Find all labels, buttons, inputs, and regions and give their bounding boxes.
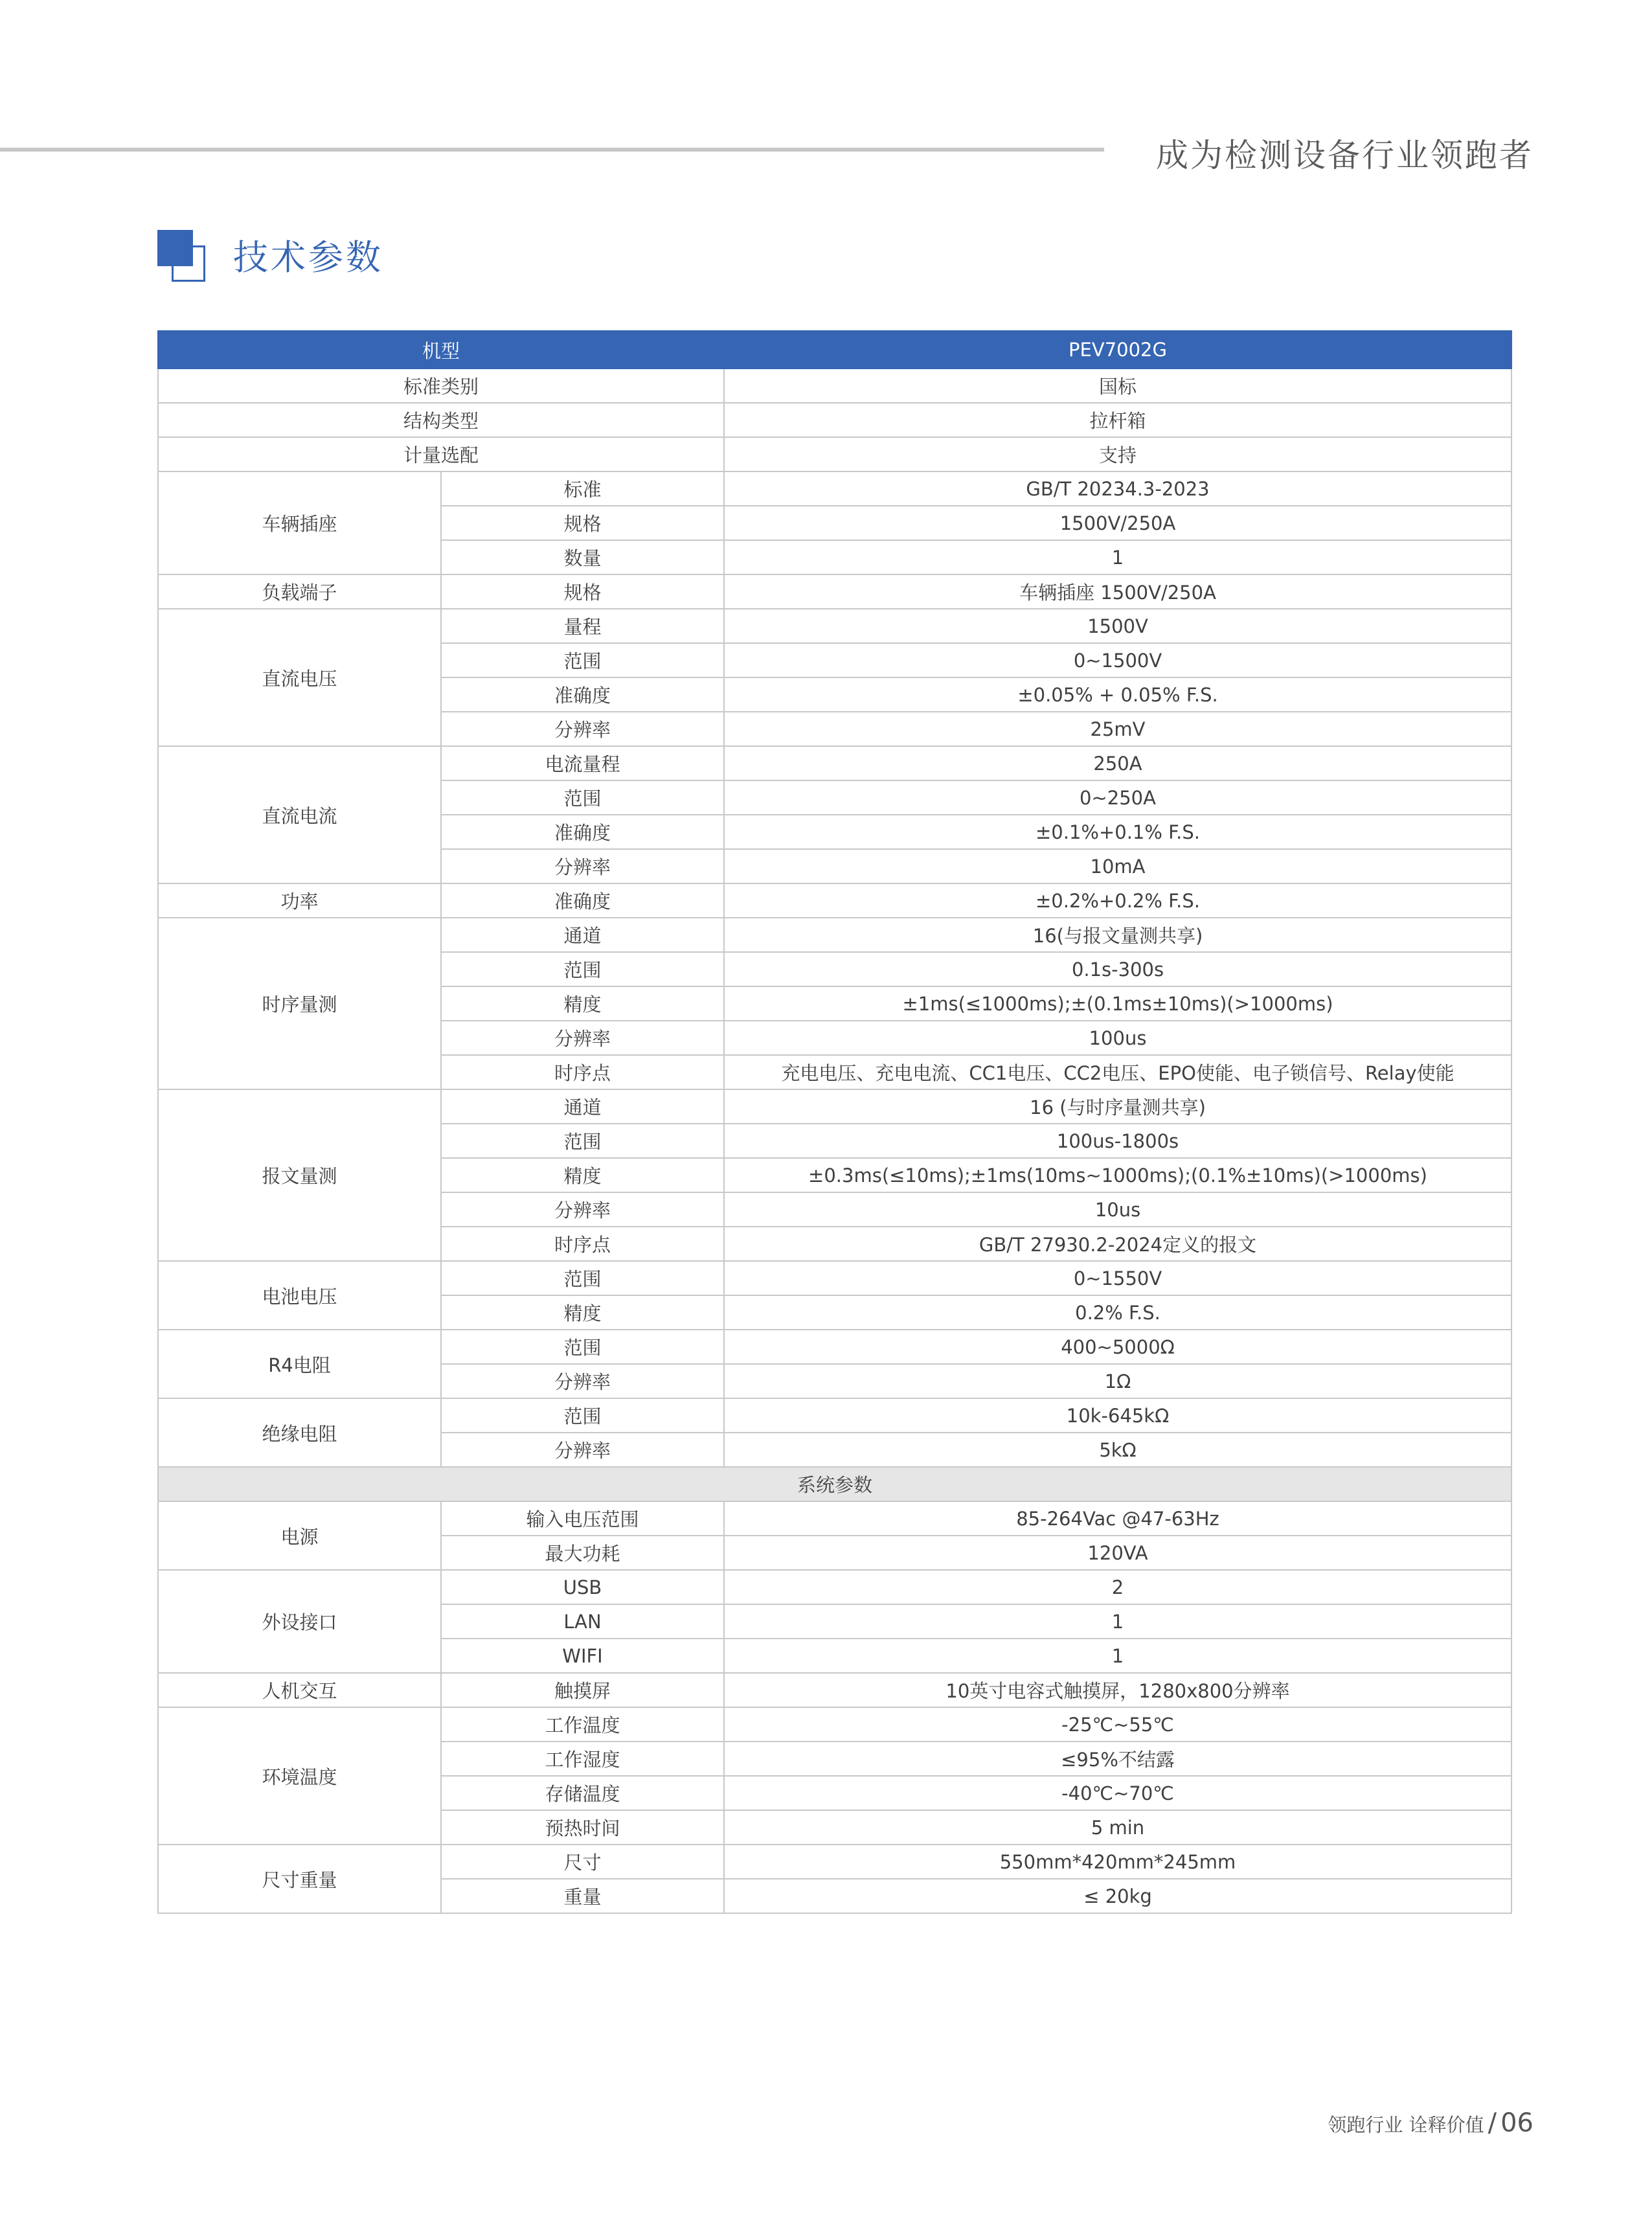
param-label: 精度: [441, 1295, 724, 1330]
group-label: 电池电压: [158, 1261, 441, 1330]
param-label: 工作湿度: [441, 1742, 724, 1776]
row-label: 计量选配: [158, 437, 724, 471]
footer-separator: /: [1488, 2108, 1497, 2138]
table-row: [158, 883, 1511, 918]
param-value: 0.1s-300s: [724, 952, 1511, 986]
table-row: [158, 369, 1511, 403]
param-value: ±0.2%+0.2% F.S.: [724, 883, 1511, 918]
param-value: 2: [724, 1570, 1511, 1604]
param-label: 范围: [441, 1261, 724, 1295]
param-label: USB: [441, 1570, 724, 1604]
param-value: ±0.05% + 0.05% F.S.: [724, 677, 1511, 712]
param-value: 400~5000Ω: [724, 1330, 1511, 1364]
param-label: 范围: [441, 643, 724, 677]
param-value: 250A: [724, 746, 1511, 780]
param-value: 1Ω: [724, 1364, 1511, 1398]
param-label: 精度: [441, 1158, 724, 1192]
page-number: 06: [1500, 2108, 1533, 2138]
param-value: 10us: [724, 1192, 1511, 1227]
param-label: LAN: [441, 1604, 724, 1639]
param-label: 范围: [441, 780, 724, 815]
param-value: 1: [724, 1639, 1511, 1673]
param-label: 通道: [441, 1089, 724, 1124]
param-value: GB/T 27930.2-2024定义的报文: [724, 1227, 1511, 1261]
system-params-header: 系统参数: [158, 1467, 1511, 1501]
section-title: 技术参数: [233, 237, 383, 278]
footer-tagline: 领跑行业 诠释价值: [1328, 2114, 1484, 2136]
param-label: 范围: [441, 1330, 724, 1364]
group-label: 电源: [158, 1501, 441, 1570]
group-label: 直流电流: [158, 746, 441, 883]
group-label: 环境温度: [158, 1707, 441, 1845]
param-label: 范围: [441, 952, 724, 986]
param-label: 精度: [441, 986, 724, 1021]
param-value: GB/T 20234.3-2023: [724, 471, 1511, 506]
param-value: ≤95%不结露: [724, 1742, 1511, 1776]
param-value: 16(与报文量测共享): [724, 918, 1511, 952]
table-row: [158, 1707, 1511, 1742]
param-value: ±0.1%+0.1% F.S.: [724, 815, 1511, 849]
table-row: [158, 609, 1511, 643]
param-value: 85-264Vac @47-63Hz: [724, 1501, 1511, 1536]
group-label: 报文量测: [158, 1089, 441, 1261]
param-value: 充电电压、充电电流、CC1电压、CC2电压、EPO使能、电子锁信号、Relay使能: [724, 1055, 1511, 1089]
param-label: 时序点: [441, 1055, 724, 1089]
param-label: 通道: [441, 918, 724, 952]
table-row: [158, 471, 1511, 506]
param-value: 1500V: [724, 609, 1511, 643]
param-value: ≤ 20kg: [724, 1879, 1511, 1913]
param-value: 100us-1800s: [724, 1124, 1511, 1158]
param-value: 0~250A: [724, 780, 1511, 815]
param-value: 1: [724, 540, 1511, 574]
param-value: 5kΩ: [724, 1433, 1511, 1467]
row-label: 结构类型: [158, 403, 724, 437]
group-label: 时序量测: [158, 918, 441, 1089]
param-value: 车辆插座 1500V/250A: [724, 574, 1511, 609]
param-label: 准确度: [441, 815, 724, 849]
param-label: 输入电压范围: [441, 1501, 724, 1536]
param-label: 量程: [441, 609, 724, 643]
group-label: 负载端子: [158, 574, 441, 609]
param-label: 规格: [441, 574, 724, 609]
group-label: R4电阻: [158, 1330, 441, 1398]
table-row: [158, 1261, 1511, 1295]
group-label: 绝缘电阻: [158, 1398, 441, 1467]
group-label: 尺寸重量: [158, 1845, 441, 1913]
param-label: 分辨率: [441, 849, 724, 883]
table-row: [158, 1570, 1511, 1604]
param-value: 25mV: [724, 712, 1511, 746]
param-label: 分辨率: [441, 712, 724, 746]
param-label: 尺寸: [441, 1845, 724, 1879]
param-label: 分辨率: [441, 1433, 724, 1467]
param-label: 准确度: [441, 677, 724, 712]
param-value: 550mm*420mm*245mm: [724, 1845, 1511, 1879]
table-row: [158, 1845, 1511, 1879]
table-row: [158, 1673, 1511, 1707]
param-value: 0~1550V: [724, 1261, 1511, 1295]
row-value: 支持: [724, 437, 1511, 471]
param-label: 分辨率: [441, 1021, 724, 1055]
param-value: ±1ms(≤1000ms);±(0.1ms±10ms)(>1000ms): [724, 986, 1511, 1021]
param-label: 规格: [441, 506, 724, 540]
param-label: 分辨率: [441, 1192, 724, 1227]
param-label: 重量: [441, 1879, 724, 1913]
header-model: PEV7002G: [724, 331, 1511, 369]
group-label: 人机交互: [158, 1673, 441, 1707]
param-value: 10英寸电容式触摸屏，1280x800分辨率: [724, 1673, 1511, 1707]
group-label: 功率: [158, 883, 441, 918]
row-label: 标准类别: [158, 369, 724, 403]
spec-table: [157, 330, 1512, 1914]
table-row: [158, 574, 1511, 609]
row-value: 拉杆箱: [724, 403, 1511, 437]
param-label: WIFI: [441, 1639, 724, 1673]
table-row: [158, 1330, 1511, 1364]
table-row: [158, 1089, 1511, 1124]
table-row: [158, 1398, 1511, 1433]
section-header-row: [158, 1467, 1511, 1501]
param-value: 100us: [724, 1021, 1511, 1055]
param-value: 10k-645kΩ: [724, 1398, 1511, 1433]
header-label: 机型: [158, 331, 724, 369]
param-label: 范围: [441, 1124, 724, 1158]
param-value: 5 min: [724, 1810, 1511, 1845]
param-label: 工作温度: [441, 1707, 724, 1742]
param-value: -25℃~55℃: [724, 1707, 1511, 1742]
row-value: 国标: [724, 369, 1511, 403]
param-value: 16 (与时序量测共享): [724, 1089, 1511, 1124]
param-label: 准确度: [441, 883, 724, 918]
param-value: 0.2% F.S.: [724, 1295, 1511, 1330]
header-slogan: 成为检测设备行业领跑者: [1156, 137, 1533, 174]
table-row: [158, 918, 1511, 952]
footer: [1328, 2108, 1533, 2138]
table-header-row: [158, 331, 1511, 369]
param-value: 10mA: [724, 849, 1511, 883]
param-label: 最大功耗: [441, 1536, 724, 1570]
param-label: 范围: [441, 1398, 724, 1433]
param-label: 时序点: [441, 1227, 724, 1261]
param-label: 分辨率: [441, 1364, 724, 1398]
param-label: 电流量程: [441, 746, 724, 780]
table-row: [158, 1501, 1511, 1536]
param-value: 120VA: [724, 1536, 1511, 1570]
param-label: 触摸屏: [441, 1673, 724, 1707]
param-value: 0~1500V: [724, 643, 1511, 677]
table-row: [158, 437, 1511, 471]
param-label: 数量: [441, 540, 724, 574]
group-label: 直流电压: [158, 609, 441, 746]
param-value: -40℃~70℃: [724, 1776, 1511, 1810]
param-label: 存储温度: [441, 1776, 724, 1810]
param-value: ±0.3ms(≤10ms);±1ms(10ms~1000ms);(0.1%±10ms)(>1000ms): [724, 1158, 1511, 1192]
param-label: 标准: [441, 471, 724, 506]
spec-table-body: [158, 369, 1511, 1913]
header-divider: [0, 148, 1104, 152]
table-row: [158, 746, 1511, 780]
section-square-icon: [157, 230, 208, 284]
group-label: 车辆插座: [158, 471, 441, 574]
table-row: [158, 403, 1511, 437]
param-value: 1500V/250A: [724, 506, 1511, 540]
group-label: 外设接口: [158, 1570, 441, 1673]
param-label: 预热时间: [441, 1810, 724, 1845]
param-value: 1: [724, 1604, 1511, 1639]
